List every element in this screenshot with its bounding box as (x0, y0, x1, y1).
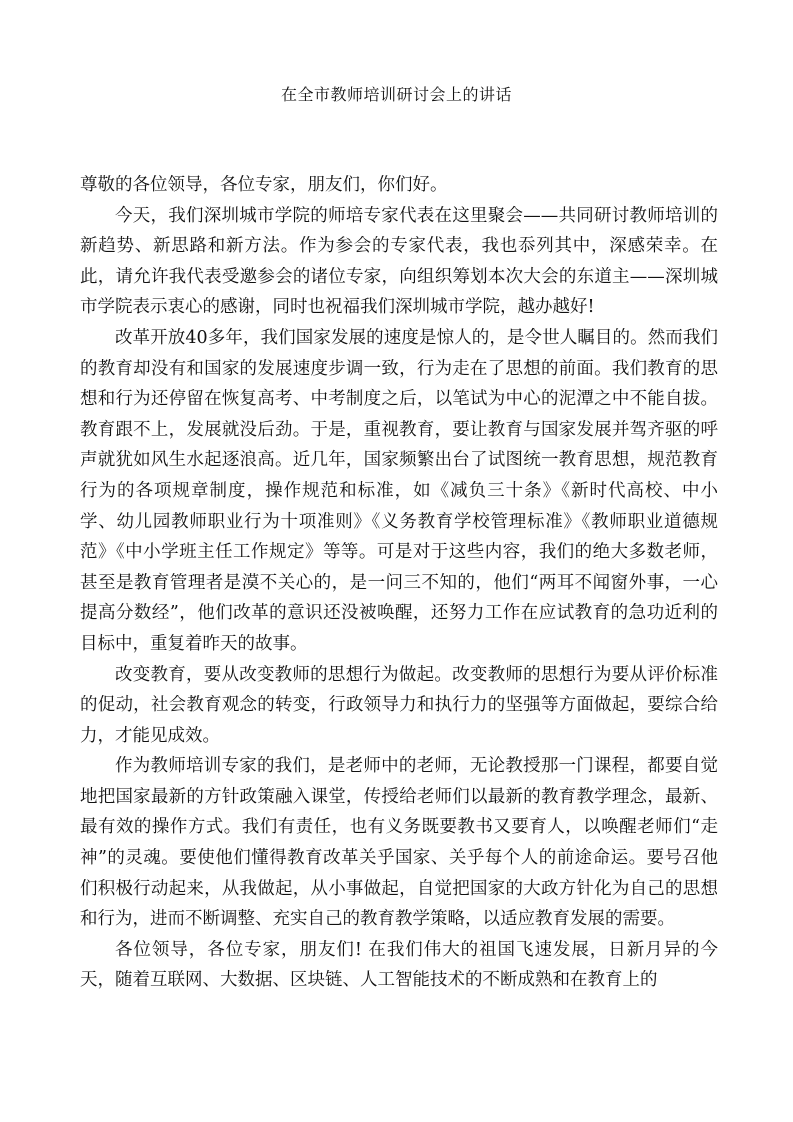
document-title: 在全市教师培训研讨会上的讲话 (280, 85, 512, 104)
paragraph-opening: 今天，我们深圳城市学院的师培专家代表在这里聚会——共同研讨教师培训的新趋势、新思路和新方法。作为参会的专家代表，我也忝列其中，深感荣幸。在此，请允许我代表受邀参会的诸位专家，向组织筹划本次大会的东道主——深圳城市学院表示衷心的感谢，同时也祝福我们深圳城市学院，越办越好! (80, 205, 718, 318)
speech-body (80, 170, 718, 996)
greeting-line: 尊敬的各位领导，各位专家，朋友们，你们好。 (80, 175, 448, 195)
paragraph-reform: 改革开放40多年，我们国家发展的速度是惊人的，是令世人瞩目的。然而我们的教育却没有和国家的发展速度步调一致，行为走在了思想的前面。我们教育的思想和行为还停留在恢复高考、中考制度之后，以笔试为中心的泥潭之中不能自拔。教育跟不上，发展就没后劲。于是，重视教育，要让教育与国家发展并驾齐驱的呼声就犹如风生水起逐浪高。近几年，国家频繁出台了试图统一教育思想，规范教育行为的各项规章制度，操作规范和标准，如《减负三十条》《新时代高校、中小学、幼儿园教师职业行为十项准则》《义务教育学校管理标准》《教师职业道德规范》《中小学班主任工作规定》等等。可是对于这些内容，我们的绝大多数老师，甚至是教育管理者是漠不关心的，是一问三不知的，他们“两耳不闻窗外事，一心提高分数经”，他们改革的意识还没被唤醒，还努力工作在应试教育的急功近利的目标中，重复着昨天的故事。 (80, 327, 718, 654)
paragraph-change-education: 改变教育，要从改变教师的思想行为做起。改变教师的思想行为要从评价标准的促动，社会教育观念的转变，行政领导力和执行力的坚强等方面做起，要综合给力，才能见成效。 (80, 664, 718, 746)
paragraph-trainer-role: 作为教师培训专家的我们，是老师中的老师，无论教授那一门课程，都要自觉地把国家最新的方针政策融入课堂，传授给老师们以最新的教育教学理念，最新、最有效的操作方式。我们有责任，也有义务既要教书又要育人，以唤醒老师们“走神”的灵魂。要使他们懂得教育改革关乎国家、关乎每个人的前途命运。要号召他们积极行动起来，从我做起，从小事做起，自觉把国家的大政方针化为自己的思想和行为，进而不断调整、充实自己的教育教学策略，以适应教育发展的需要。 (80, 756, 718, 930)
paragraph-closing: 各位领导，各位专家，朋友们! 在我们伟大的祖国飞速发展，日新月异的今天，随着互联网、大数据、区块链、人工智能技术的不断成熟和在教育上的 (80, 939, 718, 991)
